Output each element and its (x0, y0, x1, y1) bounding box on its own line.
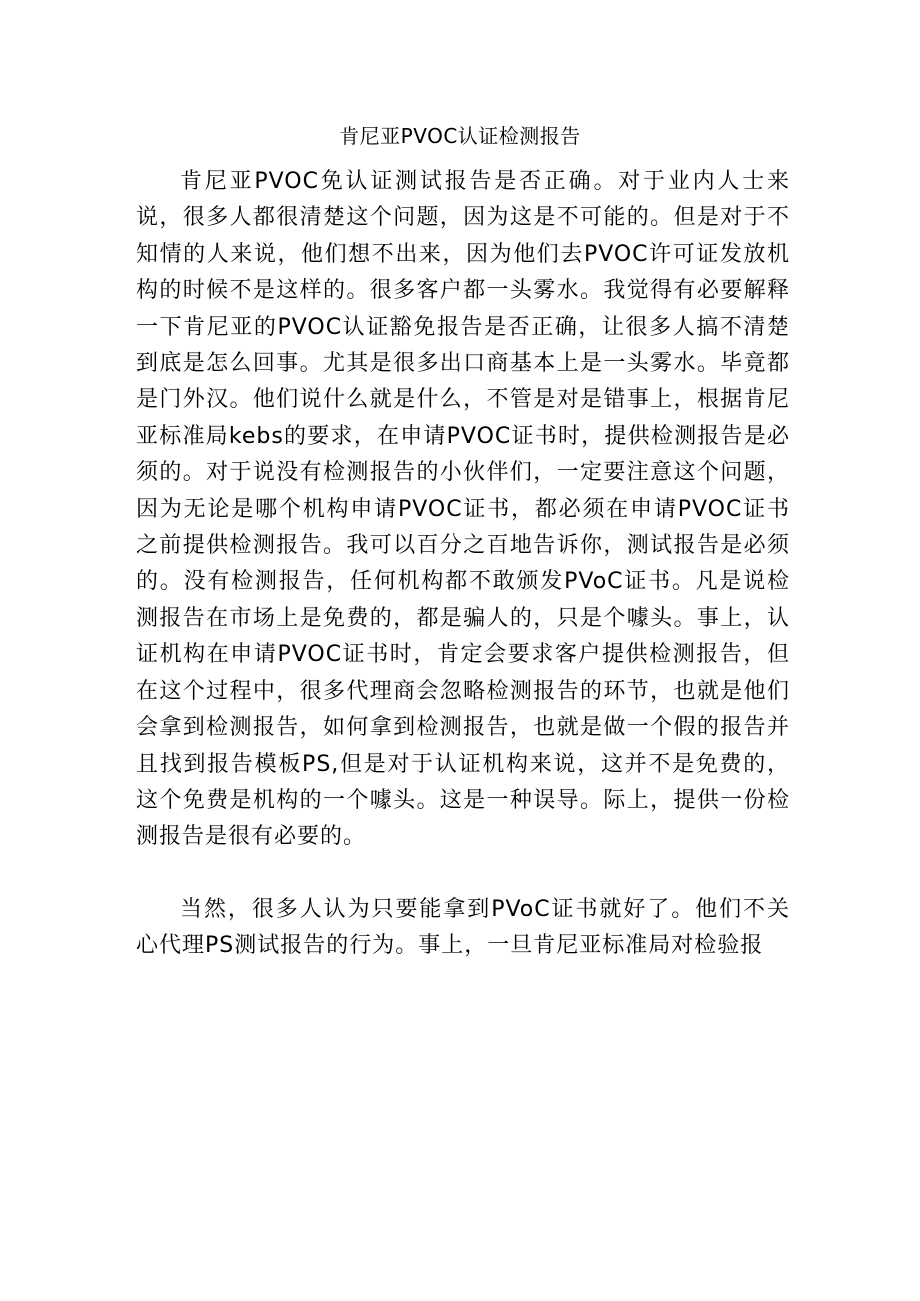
paragraph-1: 肯尼亚PVOC免认证测试报告是否正确。对于业内人士来说，很多人都很清楚这个问题，因为这是不可能的。但是对于不知情的人来说，他们想不出来，因为他们去PVOC许可证发放机构的时候不是这样的。很多客户都一头雾水。我觉得有必要解释一下肯尼亚的PVOC认证豁免报告是否正确，让很多人搞不清楚到底是怎么回事。尤其是很多出口商基本上是一头雾水。毕竟都是门外汉。他们说什么就是什么，不管是对是错事上，根据肯尼亚标准局kebs的要求，在申请PVOC证书时，提供检测报告是必须的。对于说没有检测报告的小伙伴们，一定要注意这个问题，因为无论是哪个机构申请PVOC证书，都必须在申请PVOC证书之前提供检测报告。我可以百分之百地告诉你，测试报告是必须的。没有检测报告，任何机构都不敢颁发PVoC证书。凡是说检测报告在市场上是免费的，都是骗人的，只是个噱头。事上，认证机构在申请PVOC证书时，肯定会要求客户提供检测报告，但在这个过程中，很多代理商会忽略检测报告的环节，也就是他们会拿到检测报告，如何拿到检测报告，也就是做一个假的报告并且找到报告模板PS,但是对于认证机构来说，这并不是免费的，这个免费是机构的一个噱头。这是一种误导。际上，提供一份检测报告是很有必要的。 (136, 169, 790, 850)
document-body (136, 164, 790, 965)
document-title: 肯尼亚PVOC认证检测报告 (339, 124, 581, 148)
paragraph-2: 当然，很多人认为只要能拿到PVoC证书就好了。他们不关心代理PS测试报告的行为。事上，一旦肯尼亚标准局对检验报 (136, 896, 790, 959)
